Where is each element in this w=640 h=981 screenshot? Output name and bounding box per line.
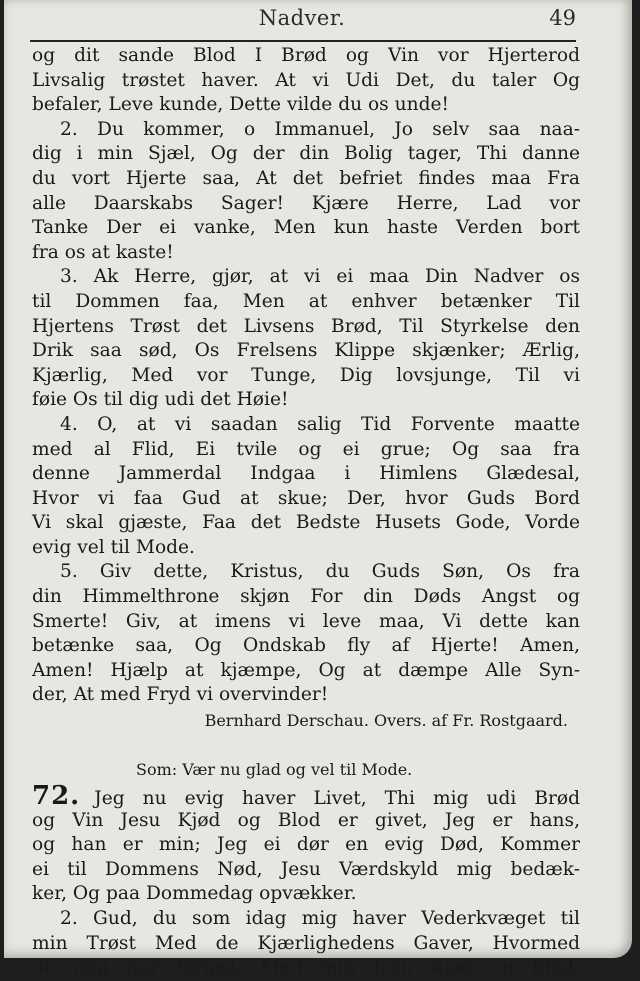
text-line: Kjærlig, Med vor Tunge, Dig lovsjunge, Til vi — [32, 364, 580, 386]
text-line: dig i min Sjæl, Og der din Bolig tager, Thi danne — [32, 143, 580, 165]
hymn-number: 72. — [32, 781, 81, 812]
verse-4-start: 4. O, at vi saadan salig Tid Forvente maatte — [60, 413, 580, 435]
verse-3-start: 3. Ak Herre, gjør, at vi ei maa Din Nadver os — [60, 266, 580, 288]
page-header — [30, 4, 574, 38]
text-line: du mig har forløst, Med min Jesu Kjød og Blod, — [32, 957, 580, 979]
verse-2-start: 2. Gud, du som idag mig haver Vederkvæget til — [60, 908, 580, 929]
text-line: Drik saa sød, Os Frelsens Klippe skjænker; Ærlig, — [32, 340, 580, 362]
text-line: Hvor vi faa Gud at skue; Der, hvor Guds Bord — [32, 487, 580, 509]
text-line: Amen! Hjælp at kjæmpe, Og at dæmpe Alle Syn- — [32, 659, 580, 681]
text-line: og han er min; Jeg ei dør en evig Død, Kommer — [32, 834, 580, 856]
text-line: du vort Hjerte saa, At det befriet findes maa Fra — [32, 167, 580, 189]
text-line: føie Os til dig udi det Høie! — [32, 389, 289, 411]
text-line: alle Daarskabs Sager! Kjære Herre, Lad vor — [32, 192, 580, 214]
text-line: med al Flid, Ei tvile og ei grue; Og saa fra — [32, 438, 580, 460]
header-rule — [30, 40, 576, 42]
text-line: Smerte! Giv, at imens vi leve maa, Vi dette kan — [32, 610, 580, 632]
text-line: din Himmelthrone skjøn For din Døds Angst og — [32, 586, 580, 608]
verse-2-start: 2. Du kommer, o Immanuel, Jo selv saa naa- — [60, 118, 580, 140]
text-line: betænke saa, Og Ondskab fly af Hjerte! Amen, — [32, 635, 580, 657]
text-line: fra os at kaste! — [32, 241, 174, 263]
text-line: til Dommen faa, Men at enhver betænker Til — [32, 290, 580, 312]
text-line: der, At med Fryd vi overvinder! — [32, 684, 329, 706]
page-text — [32, 44, 580, 981]
melody-reference: Som: Vær nu glad og vel til Mode. — [136, 760, 413, 780]
text-line: ei til Dommens Nød, Jesu Værdskyld mig bedæk- — [32, 858, 580, 880]
book-page — [4, 0, 632, 979]
text-line: min Trøst Med de Kjærlighedens Gaver, Hvormed — [32, 932, 580, 954]
text-line: Livsalig trøstet haver. At vi Udi Det, du taler Og — [32, 69, 580, 91]
text-line: ker, Og paa Dommedag opvækker. — [32, 883, 357, 905]
author-attribution: Bernhard Derschau. Overs. af Fr. Rostgaard. — [204, 711, 568, 731]
hymn-72 — [32, 756, 580, 981]
text-line: befaler, Leve kunde, Dette vilde du os unde! — [32, 94, 449, 116]
text-line: og Vin Jesu Kjød og Blod er givet, Jeg er hans, — [32, 809, 580, 831]
page-number: 49 — [549, 6, 576, 30]
text-line: Vi skal gjæste, Faa det Bedste Husets Gode, Vorde — [32, 512, 580, 534]
hymn-72-first-line — [32, 781, 580, 812]
text-line: Tanke Der ei vanke, Men kun haste Verden bort — [32, 217, 580, 239]
first-line-text: Jeg nu evig haver Livet, Thi mig udi Brød — [94, 788, 580, 810]
text-line: denne Jammerdal Indgaa i Himlens Glædesal, — [32, 463, 580, 485]
text-line: Hjertens Trøst det Livsens Brød, Til Styrkelse den — [32, 315, 580, 337]
text-line: evig vel til Mode. — [32, 536, 195, 558]
verse-5-start: 5. Giv dette, Kristus, du Guds Søn, Os fra — [60, 561, 580, 583]
running-title: Nadver. — [258, 6, 346, 30]
text-line: og dit sande Blod I Brød og Vin vor Hjerterod — [32, 45, 580, 66]
hymn-71-continuation — [32, 44, 580, 734]
